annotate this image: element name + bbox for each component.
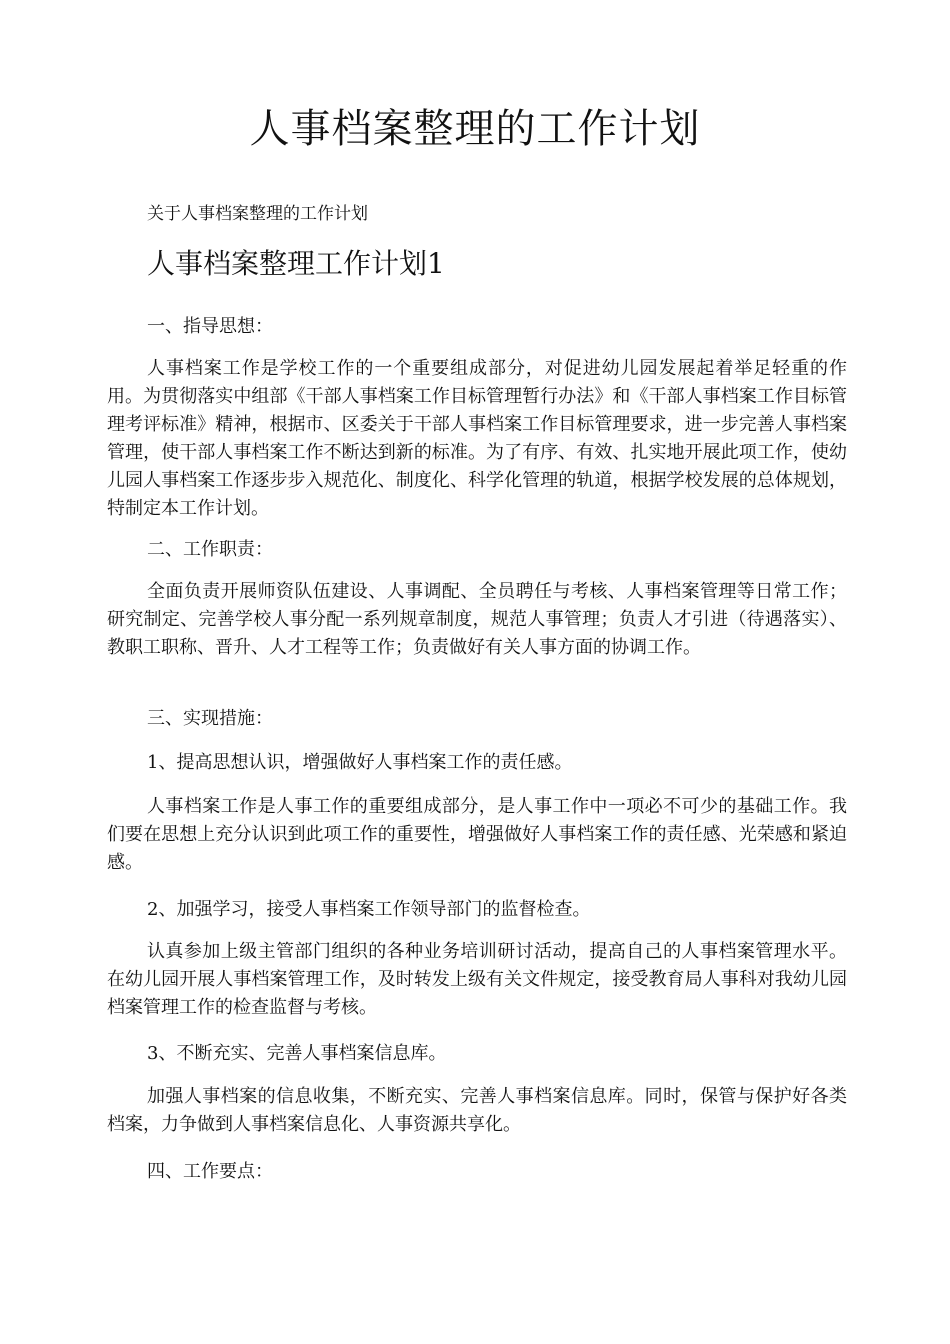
paragraph-guiding-ideology: 人事档案工作是学校工作的一个重要组成部分，对促进幼儿园发展起着举足轻重的作用。为贯彻落实中组部《干部人事档案工作目标管理暂行办法》和《干部人事档案工作目标管理考评标准》精神，根据市、区委关于干部人事档案工作目标管理要求，进一步完善人事档案管理，使干部人事档案工作不断达到新的标准。为了有序、有效、扎实地开展此项工作，使幼儿园人事档案工作逐步步入规范化、制度化、科学化管理的轨道，根据学校发展的总体规划，特制定本工作计划。 (107, 358, 847, 519)
section-heading: 人事档案整理工作计划1 (147, 247, 445, 280)
heading-measures: 三、实现措施： (147, 708, 273, 729)
paragraph-measure-2: 认真参加上级主管部门组织的各种业务培训研讨活动，提高自己的人事档案管理水平。在幼儿园开展人事档案管理工作，及时转发上级有关文件规定，接受教育局人事科对我幼儿园档案管理工作的检查监督与考核。 (107, 941, 847, 1018)
paragraph-measure-3: 加强人事档案的信息收集，不断充实、完善人事档案信息库。同时，保管与保护好各类档案，力争做到人事档案信息化、人事资源共享化。 (107, 1086, 847, 1135)
document-title: 人事档案整理的工作计划 (249, 106, 701, 152)
measure-item-3: 3、不断充实、完善人事档案信息库。 (147, 1043, 447, 1064)
document-subtitle: 关于人事档案整理的工作计划 (147, 204, 368, 224)
paragraph-work-duties: 全面负责开展师资队伍建设、人事调配、全员聘任与考核、人事档案管理等日常工作；研究制定、完善学校人事分配一系列规章制度，规范人事管理；负责人才引进（待遇落实）、教职工职称、晋升、人才工程等工作；负责做好有关人事方面的协调工作。 (107, 581, 847, 658)
heading-work-duties: 二、工作职责： (147, 539, 273, 560)
measure-item-1: 1、提高思想认识，增强做好人事档案工作的责任感。 (147, 752, 573, 773)
heading-guiding-ideology: 一、指导思想： (147, 316, 273, 337)
measure-item-2: 2、加强学习，接受人事档案工作领导部门的监督检查。 (147, 899, 591, 920)
heading-work-points: 四、工作要点： (147, 1161, 273, 1182)
paragraph-measure-1: 人事档案工作是人事工作的重要组成部分，是人事工作中一项必不可少的基础工作。我们要在思想上充分认识到此项工作的重要性，增强做好人事档案工作的责任感、光荣感和紧迫感。 (107, 796, 847, 873)
